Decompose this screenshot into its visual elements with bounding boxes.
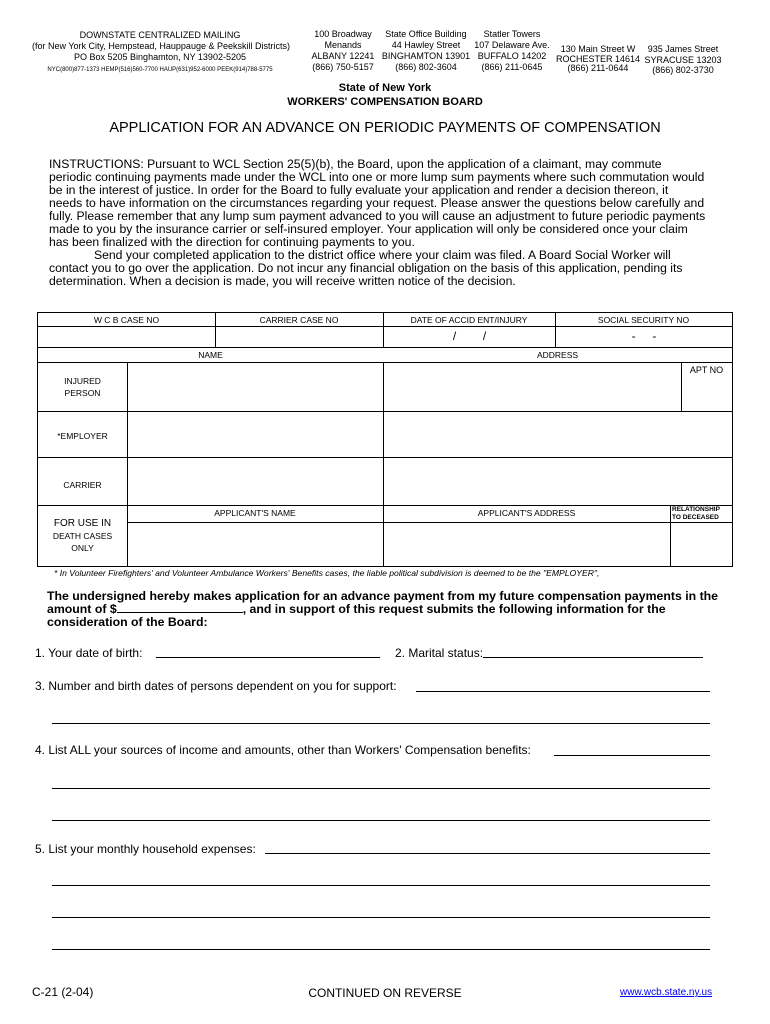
binghamton-line: 44 Hawley Street bbox=[391, 40, 461, 50]
income-field-line3[interactable] bbox=[52, 820, 710, 821]
income-field[interactable] bbox=[554, 755, 710, 756]
binghamton-line: BINGHAMTON 13901 bbox=[381, 51, 471, 61]
albany-line: 100 Broadway bbox=[314, 29, 372, 39]
instruction-line: Send your completed application to the district office where your claim was filed. A Board Social Worker will bbox=[94, 248, 671, 262]
wcb-case-no-field[interactable] bbox=[38, 327, 215, 347]
footnote: * In Volunteer Firefighters' and Volunteer Ambulance Workers' Benefits cases, the liable political subdivision is deemed to be the "EMPLOYER", bbox=[54, 568, 600, 578]
carrier-label: CARRIER bbox=[63, 480, 102, 490]
date-of-accident-label: DATE OF ACCID ENT/INJURY bbox=[410, 315, 528, 325]
address-column-label: ADDRESS bbox=[536, 350, 579, 360]
downstate-phones: NYC(800)877-1373 HEMP(516)560-7700 HAUP(631)952-6000 PEEK(914)788-5775 bbox=[47, 67, 273, 73]
declaration-line1: The undersigned hereby makes application for an advance payment from my future compensation payments in the bbox=[47, 589, 719, 603]
instruction-line: periodic continuing payments made under the WCL into one or more lump sum payments where such commutation would bbox=[49, 170, 705, 184]
death-cases-line: ONLY bbox=[71, 543, 94, 553]
declaration-line2 bbox=[47, 602, 666, 616]
ssn-label: SOCIAL SECURITY NO bbox=[597, 315, 690, 325]
continued-on-reverse: CONTINUED ON REVERSE bbox=[308, 986, 462, 1000]
ssn-field[interactable]: - - bbox=[631, 329, 657, 343]
expenses-field-line3[interactable] bbox=[52, 917, 710, 918]
death-cases-line: DEATH CASES bbox=[52, 531, 113, 541]
applicant-address-field[interactable] bbox=[384, 523, 670, 566]
employer-address-field[interactable] bbox=[384, 412, 732, 457]
albany-line: ALBANY 12241 bbox=[311, 51, 375, 61]
instruction-line: contact you to go over the application. Do not incur any financial obligation on the basis of this application, pending its bbox=[49, 261, 683, 275]
date-of-accident-field[interactable]: / / bbox=[452, 329, 487, 343]
instruction-line: INSTRUCTIONS: Pursuant to WCL Section 25(5)(b), the Board, upon the application of a claimant, may commute bbox=[49, 157, 662, 171]
rochester-line: 130 Main Street W bbox=[560, 44, 636, 54]
injured-label-line: INJURED bbox=[64, 376, 101, 386]
wcb-website-link[interactable]: www.wcb.state.ny.us bbox=[620, 987, 713, 998]
buffalo-line: Statler Towers bbox=[483, 29, 541, 39]
amount-field[interactable] bbox=[117, 602, 243, 613]
board-title: WORKERS' COMPENSATION BOARD bbox=[287, 96, 483, 108]
expenses-field-line2[interactable] bbox=[52, 885, 710, 886]
relationship-field[interactable] bbox=[671, 523, 732, 566]
instructions bbox=[49, 158, 739, 288]
declaration-line2-rest: , and in support of this request submits the following information for the bbox=[242, 602, 666, 616]
apt-no-field[interactable] bbox=[682, 375, 732, 411]
instruction-line: needs to have information on the circumstances regarding your request. Please answer the questions below carefully and bbox=[49, 196, 705, 210]
expenses-field-line4[interactable] bbox=[52, 949, 710, 950]
employer-name-field[interactable] bbox=[128, 412, 383, 457]
q5-label: 5. List your monthly household expenses: bbox=[35, 842, 256, 856]
syracuse-line: (866) 802-3730 bbox=[652, 65, 714, 75]
form-number: C-21 (2-04) bbox=[32, 985, 94, 999]
carrier-case-no-field[interactable] bbox=[216, 327, 383, 347]
income-field-line2[interactable] bbox=[52, 788, 710, 789]
instruction-line: be in the interest of justice. In order for the Board to fully evaluate your application and render a decision thereon, it bbox=[49, 183, 669, 197]
injured-address-field[interactable] bbox=[384, 363, 681, 411]
albany-line: (866) 750-5157 bbox=[312, 62, 374, 72]
rochester-line: (866) 211-0644 bbox=[567, 63, 629, 73]
relationship-label-line: RELATIONSHIP bbox=[672, 506, 720, 513]
instruction-line: made to you by the insurance carrier or self-insured employer. Your application will only be considered once your claim bbox=[49, 222, 688, 236]
name-column-label: NAME bbox=[198, 350, 223, 360]
q4-label: 4. List ALL your sources of income and amounts, other than Workers' Compensation benefits: bbox=[35, 743, 531, 757]
amount-label: amount of $ bbox=[47, 602, 117, 616]
applicant-address-label: APPLICANT'S ADDRESS bbox=[477, 508, 576, 518]
binghamton-line: (866) 802-3604 bbox=[395, 62, 457, 72]
buffalo-line: BUFFALO 14202 bbox=[477, 51, 547, 61]
death-cases-label bbox=[38, 518, 127, 554]
form-title: APPLICATION FOR AN ADVANCE ON PERIODIC PAYMENTS OF COMPENSATION bbox=[109, 120, 661, 136]
binghamton-line: State Office Building bbox=[385, 29, 467, 39]
q2-label: 2. Marital status: bbox=[395, 646, 484, 660]
injured-label-line: PERSON bbox=[64, 388, 101, 398]
carrier-address-field[interactable] bbox=[384, 458, 732, 505]
downstate-line2: (for New York City, Hempstead, Hauppauge & Peekskill Districts) bbox=[32, 41, 290, 51]
claim-info-table bbox=[37, 312, 733, 567]
q3-label: 3. Number and birth dates of persons dependent on you for support: bbox=[35, 679, 397, 693]
albany-line: Menands bbox=[324, 40, 362, 50]
expenses-field[interactable] bbox=[265, 853, 710, 854]
instruction-line: fully. Please remember that any lump sum payment advanced to you will cause an adjustment to future periodic payments bbox=[49, 209, 706, 223]
declaration-line3: consideration of the Board: bbox=[47, 615, 208, 629]
employer-label: *EMPLOYER bbox=[57, 431, 108, 441]
applicant-name-field[interactable] bbox=[128, 523, 383, 566]
applicant-name-label: APPLICANT'S NAME bbox=[214, 508, 296, 518]
instruction-line: has been finalized with the direction for continuing payments to you. bbox=[49, 235, 415, 249]
death-cases-line: FOR USE IN bbox=[53, 518, 112, 529]
relationship-label-line: TO DECEASED bbox=[672, 514, 719, 521]
relationship-label bbox=[670, 506, 734, 522]
downstate-address: PO Box 5205 Binghamton, NY 13902-5205 bbox=[74, 52, 246, 62]
syracuse-line: SYRACUSE 13203 bbox=[644, 55, 722, 65]
marital-status-field[interactable] bbox=[483, 657, 703, 658]
wcb-case-no-label: W C B CASE NO bbox=[93, 315, 160, 325]
injured-person-label bbox=[38, 375, 127, 399]
apt-no-label: APT NO bbox=[689, 365, 724, 375]
dependents-field-line2[interactable] bbox=[52, 723, 710, 724]
syracuse-line: 935 James Street bbox=[647, 44, 719, 54]
date-of-birth-field[interactable] bbox=[156, 657, 380, 658]
carrier-name-field[interactable] bbox=[128, 458, 383, 505]
carrier-case-no-label: CARRIER CASE NO bbox=[259, 315, 339, 325]
state-title: State of New York bbox=[338, 82, 432, 94]
dependents-field[interactable] bbox=[416, 691, 710, 692]
downstate-title: DOWNSTATE CENTRALIZED MAILING bbox=[79, 30, 241, 40]
buffalo-line: 107 Delaware Ave. bbox=[474, 40, 550, 50]
injured-name-field[interactable] bbox=[128, 363, 383, 411]
rochester-line: ROCHESTER 14614 bbox=[555, 54, 641, 64]
buffalo-line: (866) 211-0645 bbox=[481, 62, 543, 72]
q1-label: 1. Your date of birth: bbox=[35, 646, 143, 660]
instruction-line: determination. When a decision is made, you will receive written notice of the decision. bbox=[49, 274, 516, 288]
